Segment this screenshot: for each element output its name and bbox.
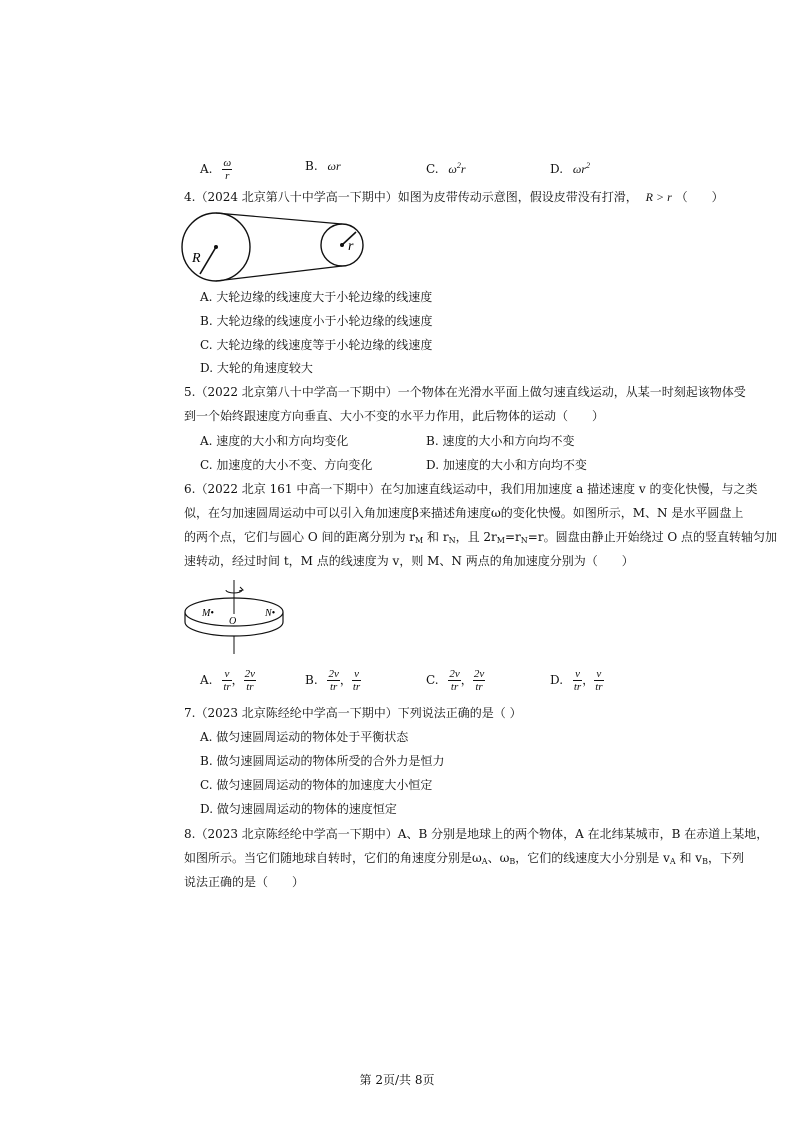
q8-stem-line3: 说法正确的是（ ） (184, 875, 305, 889)
belt-drive-diagram (180, 210, 370, 284)
q3-option-a: A. $\frac{\omega}{r}$ (200, 157, 232, 182)
small-wheel-center (340, 243, 344, 247)
label-R: R (192, 251, 201, 266)
q6-stem-line2: 似，在匀加速圆周运动中可以引入角加速度β来描述角速度ω的变化快慢。如图所示，M、N 是水平圆盘上 (184, 506, 744, 520)
q3-option-c: C. $\omega^2r$ (426, 161, 466, 176)
rotating-disk-diagram (182, 578, 292, 656)
q8-stem-line2: 如图所示。当它们随地球自转时，它们的角速度分别是$\omega_A$、$\omega_B$，它们的线速度大小分别是 $v_A$ 和 $v_B$，下列 (184, 851, 744, 866)
q3-option-d: D. $\omega r^2$ (550, 161, 590, 176)
q7-option-a: A. 做匀速圆周运动的物体处于平衡状态 (200, 730, 409, 744)
q4-option-b: B. 大轮边缘的线速度小于小轮边缘的线速度 (200, 314, 433, 328)
fraction: $\frac{2v}{tr}$ (473, 668, 485, 693)
fraction: $\frac{2v}{tr}$ (328, 668, 339, 693)
q4-option-a: A. 大轮边缘的线速度大于小轮边缘的线速度 (200, 290, 433, 304)
q4-option-c: C. 大轮边缘的线速度等于小轮边缘的线速度 (200, 338, 433, 352)
fraction: $\frac{2v}{tr}$ (244, 668, 256, 693)
page-number-footer: 第 2页/共 8页 (359, 1073, 435, 1087)
q8-stem-line1: 8.（2023 北京陈经纶中学高一下期中）A、B 分别是地球上的两个物体，A 在北纬某城市，B 在赤道上某地， (184, 827, 769, 841)
q5-option-a: A. 速度的大小和方向均变化 (200, 434, 349, 448)
q7-option-c: C. 做匀速圆周运动的物体的加速度大小恒定 (200, 778, 433, 792)
q5-stem-line2: 到一个始终跟速度方向垂直、大小不变的水平力作用，此后物体的运动（ ） (184, 409, 605, 423)
radius-R (200, 247, 216, 274)
q6-option-d: D. $\frac{v}{tr}$ ， $\frac{v}{tr}$ (550, 668, 603, 693)
fraction: $\frac{v}{tr}$ (595, 668, 603, 693)
q5-option-c: C. 加速度的大小不变、方向变化 (200, 458, 373, 472)
q6-stem-line4: 速转动，经过时间 t，M 点的线速度为 v，则 M、N 两点的角加速度分别为（ ） (184, 554, 634, 568)
q7-option-b: B. 做匀速圆周运动的物体所受的合外力是恒力 (200, 754, 445, 768)
label-r: r (348, 239, 354, 254)
fraction: $\frac{\omega}{r}$ (223, 157, 232, 182)
q7-option-d: D. 做匀速圆周运动的物体的速度恒定 (200, 802, 397, 816)
q6-option-b: B. $\frac{2v}{tr}$ ， $\frac{v}{tr}$ (305, 668, 361, 693)
center-O: O (229, 616, 237, 627)
q6-option-a: A. $\frac{v}{tr}$ ， $\frac{2v}{tr}$ (200, 668, 256, 693)
q4-stem: 4.（2024 北京第八十中学高一下期中）如图为皮带传动示意图，假设皮带没有打滑， R > r （ ） (184, 190, 724, 204)
q3-option-b: B. ωr (305, 159, 341, 173)
fraction: $\frac{v}{tr}$ (352, 668, 361, 693)
large-wheel-center (214, 245, 218, 249)
q7-stem: 7.（2023 北京陈经纶中学高一下期中）下列说法正确的是（ ） (184, 706, 522, 720)
q6-stem-line3: 的两个点，它们与圆心 O 间的距离分别为 $r_M$ 和 $r_N$，且 $2r_M=r_N=r$。圆盘由静止开始绕过 O 点的竖直转轴匀加 (184, 530, 778, 545)
point-M: M• (202, 608, 214, 619)
point-N: N• (265, 608, 276, 619)
fraction: $\frac{v}{tr}$ (223, 668, 231, 693)
q5-option-d: D. 加速度的大小和方向均不变 (426, 458, 587, 472)
q5-option-b: B. 速度的大小和方向均不变 (426, 434, 575, 448)
fraction: $\frac{v}{tr}$ (573, 668, 582, 693)
fraction: $\frac{2v}{tr}$ (449, 668, 460, 693)
belt-bottom (216, 266, 342, 281)
q5-stem-line1: 5.（2022 北京第八十中学高一下期中）一个物体在光滑水平面上做匀速直线运动，从某一时刻起该物体受 (184, 385, 746, 399)
q6-option-c: C. $\frac{2v}{tr}$ ， $\frac{2v}{tr}$ (426, 668, 485, 693)
q4-option-d: D. 大轮的角速度较大 (200, 361, 313, 375)
q6-stem-line1: 6.（2022 北京 161 中高一下期中）在匀加速直线运动中，我们用加速度 a 描述速度 v 的变化快慢，与之类 (184, 482, 758, 496)
